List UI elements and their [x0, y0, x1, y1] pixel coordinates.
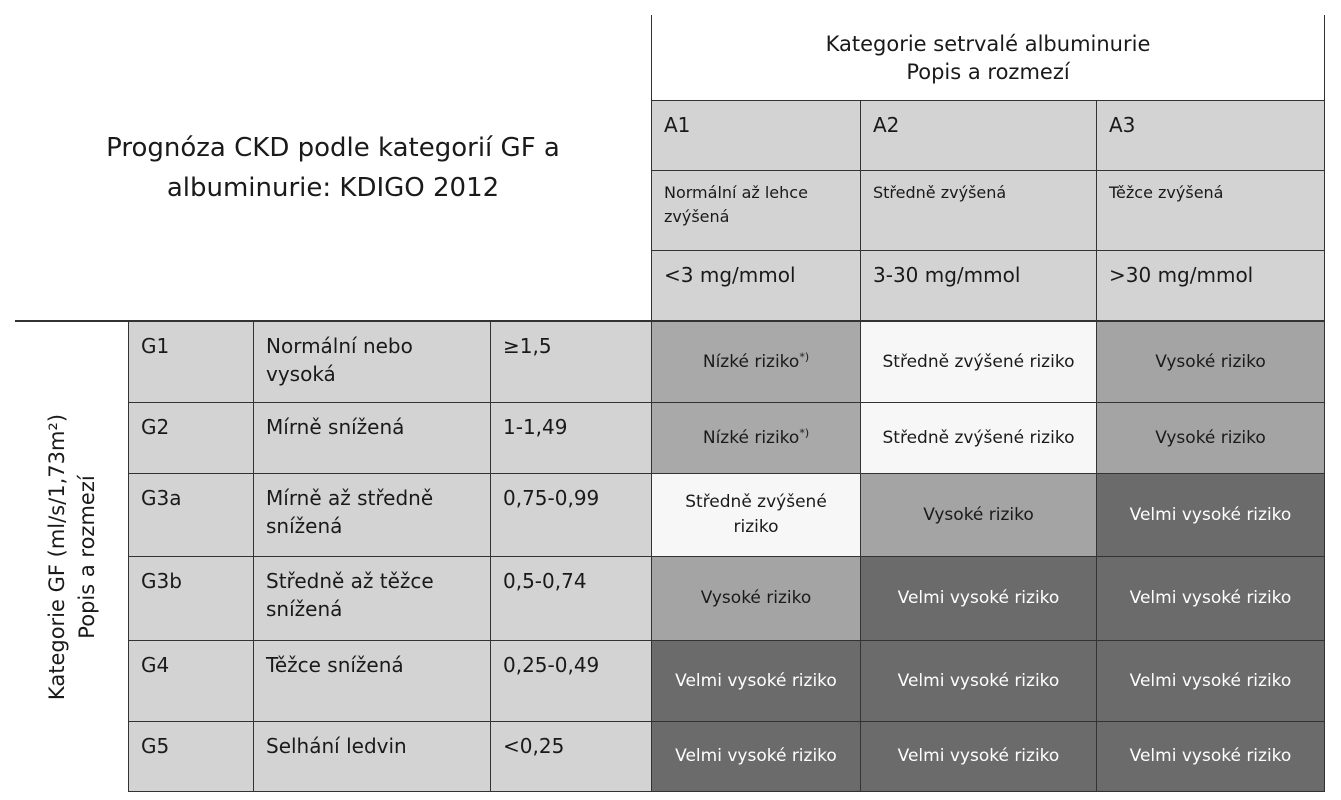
risk-cell-g5-a3 [1097, 722, 1325, 792]
col-header-a3-description [1097, 171, 1325, 251]
row-g3b-range [491, 557, 652, 641]
risk-label [923, 503, 1034, 528]
row-code: G3b [141, 569, 182, 593]
col-range: >30 mg/mmol [1109, 263, 1254, 287]
risk-label [1155, 350, 1266, 375]
col-code: A3 [1109, 113, 1136, 137]
gf-header-line2: Popis a rozmezí [75, 475, 99, 639]
risk-cell-g3b-a3 [1097, 557, 1325, 641]
row-code: G1 [141, 334, 170, 358]
col-description: Středně zvýšená [873, 183, 1007, 202]
row-g4-code [129, 641, 254, 722]
albuminuria-header-line1: Kategorie setrvalé albuminurie [825, 31, 1151, 56]
row-description: Normální nebo vysoká [266, 334, 413, 386]
risk-text: Velmi vysoké riziko [1129, 588, 1292, 608]
risk-label [898, 586, 1060, 611]
col-header-a2-description [861, 171, 1097, 251]
risk-text: Nízké riziko [702, 427, 800, 448]
risk-cell-g3b-a2 [861, 557, 1097, 641]
risk-text: Velmi vysoké riziko [897, 670, 1060, 691]
risk-text: Vysoké riziko [1155, 351, 1266, 372]
row-range: 0,75-0,99 [503, 486, 600, 510]
row-g3b-code [129, 557, 254, 641]
col-description: Normální až lehce zvýšená [664, 183, 808, 226]
col-header-a1-description [652, 171, 861, 251]
risk-cell-g4-a3 [1097, 641, 1325, 722]
risk-label [1130, 586, 1292, 611]
risk-cell-g4-a1 [652, 641, 861, 722]
row-code: G4 [141, 653, 170, 677]
row-g3b-description [254, 557, 491, 641]
risk-cell-g3a-a1 [652, 474, 861, 557]
risk-label [1130, 503, 1292, 528]
col-range: 3-30 mg/mmol [873, 263, 1021, 287]
row-code: G5 [141, 734, 170, 758]
risk-footnote-marker: *) [799, 349, 810, 363]
col-header-a3-range [1097, 251, 1325, 322]
risk-text: Velmi vysoké riziko [897, 746, 1060, 766]
risk-text: Vysoké riziko [1155, 427, 1266, 448]
row-range: 0,25-0,49 [503, 653, 600, 677]
col-code: A1 [664, 113, 691, 137]
risk-cell-g4-a2 [861, 641, 1097, 722]
col-code: A2 [873, 113, 900, 137]
risk-text: Velmi vysoké riziko [675, 670, 837, 691]
row-g2-code [129, 403, 254, 474]
row-g3a-description [254, 474, 491, 557]
row-g3a-code [129, 474, 254, 557]
albuminuria-header-line2: Popis a rozmezí [906, 59, 1070, 84]
risk-text: Velmi vysoké riziko [1129, 670, 1292, 691]
risk-footnote-marker: *) [799, 425, 810, 439]
row-g1-description [254, 322, 491, 403]
row-g5-code [129, 722, 254, 792]
risk-text: Velmi vysoké riziko [897, 588, 1060, 608]
risk-text: Vysoké riziko [700, 588, 812, 608]
row-g2-description [254, 403, 491, 474]
col-description: Těžce zvýšená [1109, 183, 1224, 202]
risk-cell-g5-a2 [861, 722, 1097, 792]
risk-cell-g3a-a2 [861, 474, 1097, 557]
col-header-a2-code [861, 101, 1097, 171]
risk-text: Velmi vysoké riziko [675, 746, 837, 766]
row-range: ≥1,5 [503, 334, 552, 358]
risk-label [1130, 669, 1292, 694]
row-range: 0,5-0,74 [503, 569, 587, 593]
risk-cell-g2-a1 [652, 403, 861, 474]
risk-text: Velmi vysoké riziko [1129, 504, 1292, 525]
gf-header [15, 322, 129, 792]
risk-text: Vysoké riziko [923, 504, 1034, 525]
row-g1-range [491, 322, 652, 403]
risk-cell-g1-a2 [861, 322, 1097, 403]
risk-label [675, 669, 837, 694]
row-g5-description [254, 722, 491, 792]
risk-text: Středně zvýšené riziko [685, 492, 827, 537]
risk-label [1130, 744, 1292, 769]
col-header-a1-range [652, 251, 861, 322]
risk-text: Nízké riziko [702, 351, 800, 372]
row-g1-code [129, 322, 254, 403]
risk-label [675, 744, 837, 769]
risk-label [703, 350, 809, 375]
row-description: Středně až těžce snížená [266, 569, 434, 621]
risk-label [883, 426, 1075, 451]
risk-label [672, 490, 841, 540]
col-header-a3-code [1097, 101, 1325, 171]
row-code: G2 [141, 415, 170, 439]
albuminuria-header [652, 15, 1325, 101]
row-range: <0,25 [503, 734, 565, 758]
risk-cell-g1-a1 [652, 322, 861, 403]
risk-text: Středně zvýšené riziko [882, 351, 1075, 372]
row-g4-range [491, 641, 652, 722]
row-g5-range [491, 722, 652, 792]
row-description: Mírně snížená [266, 415, 405, 439]
row-description: Mírně až středně snížená [266, 486, 434, 538]
risk-text: Středně zvýšené riziko [882, 427, 1075, 448]
row-g3a-range [491, 474, 652, 557]
risk-cell-g2-a2 [861, 403, 1097, 474]
table-title: Prognóza CKD podle kategorií GF a albuminurie: KDIGO 2012 [106, 132, 560, 203]
risk-cell-g1-a3 [1097, 322, 1325, 403]
table-title-cell [15, 15, 652, 322]
risk-cell-g2-a3 [1097, 403, 1325, 474]
risk-cell-g3a-a3 [1097, 474, 1325, 557]
risk-label [703, 426, 809, 451]
row-description: Selhání ledvin [266, 734, 407, 758]
gf-header-text [42, 322, 102, 792]
row-description: Těžce snížená [266, 653, 404, 677]
risk-text: Velmi vysoké riziko [1129, 746, 1292, 766]
risk-cell-g5-a1 [652, 722, 861, 792]
col-header-a2-range [861, 251, 1097, 322]
gf-header-line1: Kategorie GF (ml/s/1,73m²) [45, 413, 69, 701]
row-range: 1-1,49 [503, 415, 568, 439]
risk-label [701, 586, 812, 611]
row-g4-description [254, 641, 491, 722]
row-code: G3a [141, 486, 182, 510]
risk-label [1155, 426, 1266, 451]
risk-label [898, 669, 1060, 694]
risk-label [898, 744, 1060, 769]
risk-cell-g3b-a1 [652, 557, 861, 641]
risk-label [883, 350, 1075, 375]
col-range: <3 mg/mmol [664, 263, 796, 287]
col-header-a1-code [652, 101, 861, 171]
row-g2-range [491, 403, 652, 474]
